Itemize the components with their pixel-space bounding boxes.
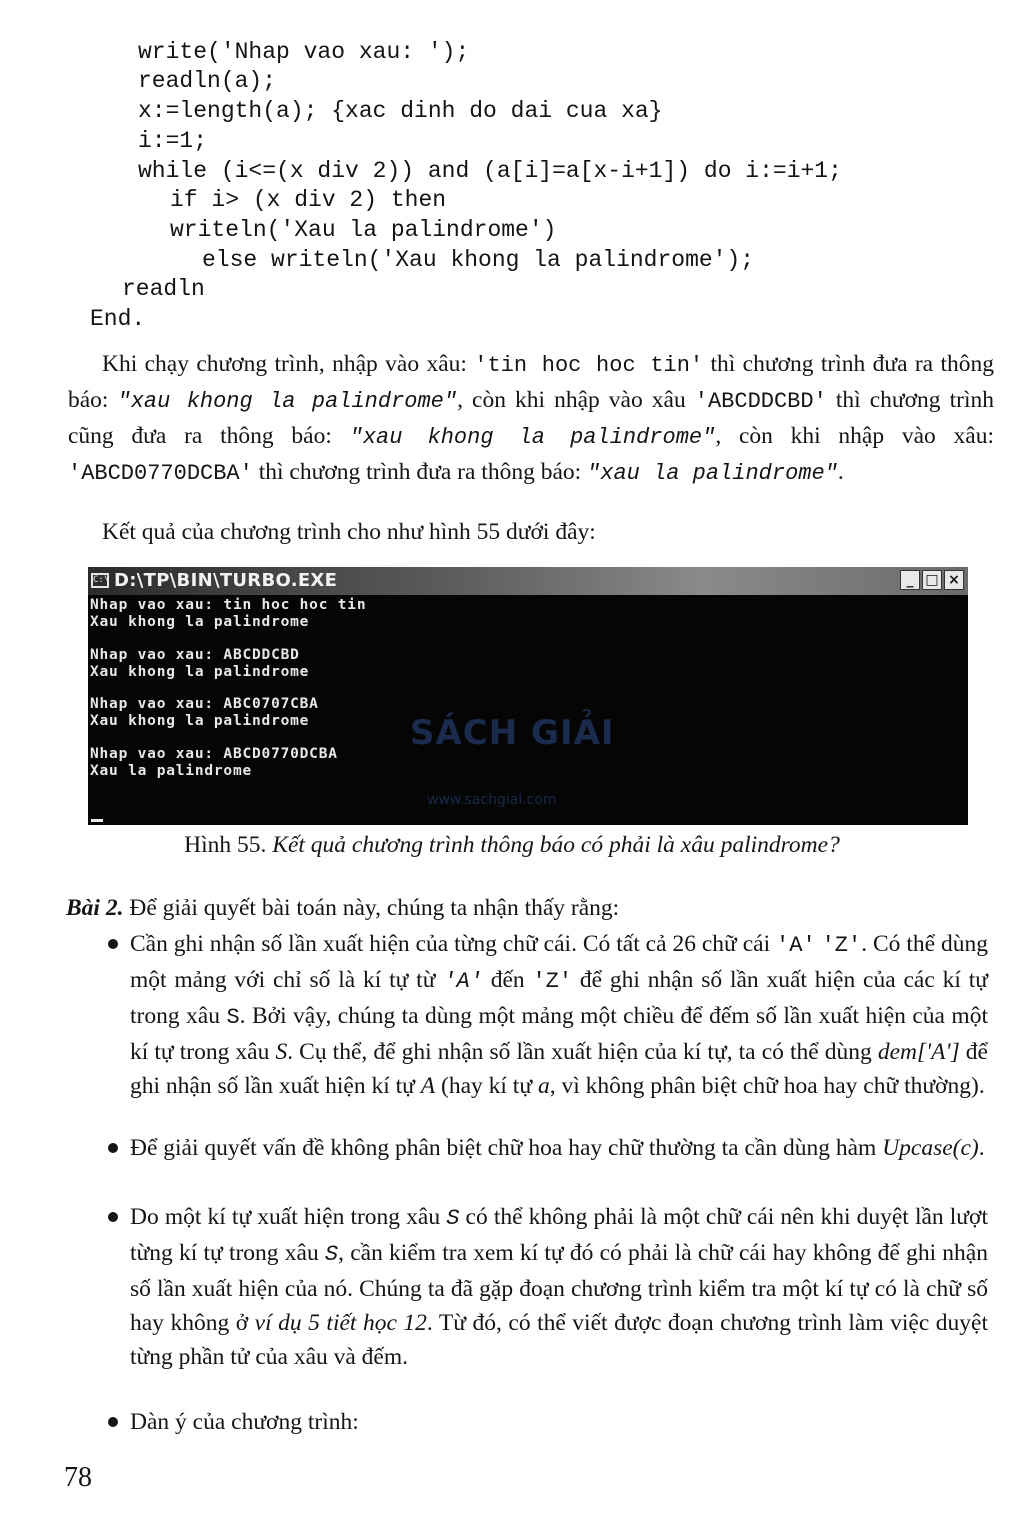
italic-term: S	[275, 1039, 288, 1065]
bullet-dot	[108, 1212, 118, 1222]
caption-label: Hình 55.	[184, 832, 273, 858]
page-number: 78	[64, 1462, 92, 1493]
watermark-url: www.sachgiai.com	[427, 792, 557, 808]
text: Để giải quyết vấn đề không phân biệt chữ hoa hay chữ thường ta cần dùng hàm	[130, 1135, 883, 1161]
text: , còn khi nhập vào xâu:	[715, 423, 995, 449]
console-line: Nhap vao xau: ABCD0770DCBA	[90, 746, 338, 762]
input-string: 'tin hoc hoc tin'	[474, 353, 704, 378]
watermark-logo: SÁCH GIẢI	[410, 713, 615, 753]
code-char: 'Z'	[821, 933, 862, 958]
input-string: 'ABCDDCBD'	[694, 389, 827, 414]
console-line: Xau la palindrome	[90, 763, 253, 779]
bullet-dot	[108, 1143, 118, 1153]
exercise-heading	[66, 891, 619, 925]
console-app-icon: C:\	[91, 573, 109, 588]
code-line: else writeln('Xau khong la palindrome');	[202, 247, 755, 273]
text: . Từ đó, có thể viết được đoạn chương trình làm việc duyệt từng phần tử của xâu và đếm.	[130, 1310, 989, 1370]
text: . Cụ thể, để ghi nhận số lần xuất hiện của kí tự, ta có thể dùng	[287, 1039, 878, 1065]
text: , vì không phân biệt chữ hoa hay chữ thường).	[549, 1073, 985, 1099]
console-line: Xau khong la palindrome	[90, 664, 310, 680]
output-message: "xau khong la palindrome"	[349, 425, 716, 450]
code-line: write('Nhap vao xau: ');	[138, 39, 470, 65]
console-line: Nhap vao xau: ABC0707CBA	[90, 696, 319, 712]
italic-term: A	[420, 1073, 436, 1099]
bullet-upcase	[130, 1131, 988, 1165]
text: (hay kí tự	[435, 1073, 538, 1099]
text: , còn khi nhập vào xâu	[457, 387, 695, 413]
bullet-dot	[108, 939, 118, 949]
input-string: 'ABCD0770DCBA'	[68, 461, 253, 486]
bullet-check-letter	[130, 1200, 988, 1374]
text: Do một kí tự xuất hiện trong xâu	[130, 1204, 447, 1230]
bullet-outline: Dàn ý của chương trình:	[130, 1409, 359, 1435]
code-char: S	[324, 1242, 339, 1267]
paragraph-run-result	[68, 347, 994, 491]
code-line: readln	[122, 276, 205, 302]
console-line: Nhap vao xau: tin hoc hoc tin	[90, 597, 367, 613]
code-char: 'A'	[443, 969, 483, 994]
text: để ghi nhận số lần xuất hiện của các kí tự trong xâu	[130, 967, 988, 1029]
code-line: End.	[90, 306, 146, 332]
code-line: if i> (x div 2) then	[170, 187, 447, 213]
bullet-count-letters	[130, 927, 988, 1103]
italic-term: Upcase(c)	[882, 1135, 979, 1161]
text: thì chương trình đưa ra thông báo:	[252, 459, 588, 485]
console-line: Nhap vao xau: ABCDDCBD	[90, 647, 300, 663]
code-char: 'Z'	[532, 969, 573, 994]
exercise-label: Bài 2.	[66, 895, 124, 921]
code-char: S	[446, 1206, 460, 1231]
console-cursor	[91, 819, 103, 822]
text: Khi chạy chương trình, nhập vào xâu:	[102, 351, 475, 377]
text: .	[978, 1135, 985, 1161]
italic-term: dem['A']	[877, 1039, 960, 1065]
code-line: i:=1;	[138, 128, 208, 154]
code-line: writeln('Xau la palindrome')	[170, 217, 557, 243]
paragraph-figure-intro: Kết quả của chương trình cho như hình 55 dưới đây:	[102, 519, 596, 545]
text: . Có thể dùng một mảng với chỉ số là kí tự từ	[130, 931, 989, 993]
console-title: D:\TP\BIN\TURBO.EXE	[114, 570, 338, 591]
maximize-button[interactable]: □	[922, 570, 942, 590]
output-message: "xau khong la palindrome"	[117, 389, 458, 414]
console-line: Xau khong la palindrome	[90, 713, 310, 729]
text: .	[837, 459, 844, 485]
text: Cần ghi nhận số lần xuất hiện của từng chữ cái. Có tất cả 26 chữ cái	[130, 931, 777, 957]
text: thì chương trình cũng đưa ra thông báo:	[68, 387, 994, 449]
close-button[interactable]: ×	[944, 570, 964, 590]
italic-term: a	[537, 1073, 550, 1099]
text: đến	[482, 967, 533, 993]
minimize-button[interactable]: _	[900, 570, 920, 590]
text: . Bởi vậy, chúng ta dùng một mảng một chiều để đếm số lần xuất hiện của một kí tự trong xâu	[130, 1003, 988, 1065]
text: thì chương trình đưa ra thông báo:	[68, 351, 994, 413]
code-char: S	[226, 1005, 240, 1030]
text: , cần kiểm tra xem kí tự đó có phải là chữ cái hay không để ghi nhận số lần xuất hiện của nó. Chúng ta đã gặp đoạn chương trình kiểm tra một kí tự có là chữ số hay không ở	[130, 1240, 988, 1336]
code-line: x:=length(a); {xac dinh do dai cua xa}	[138, 98, 663, 124]
code-line: while (i<=(x div 2)) and (a[i]=a[x-i+1]) do i:=i+1;	[138, 158, 842, 184]
console-titlebar	[88, 567, 968, 595]
code-char: 'A'	[776, 933, 816, 958]
output-message: "xau la palindrome"	[587, 461, 838, 486]
console-window	[88, 567, 968, 825]
figure-caption	[0, 828, 1024, 862]
exercise-intro: Để giải quyết bài toán này, chúng ta nhận thấy rằng:	[123, 895, 620, 921]
code-line: readln(a);	[138, 68, 277, 94]
text: có thể không phải là một chữ cái nên khi duyệt lần lượt từng kí tự trong xâu	[130, 1204, 988, 1266]
console-line: Xau khong la palindrome	[90, 614, 310, 630]
text: để ghi nhận số lần xuất hiện kí tự	[130, 1039, 988, 1099]
italic-term: ví dụ 5 tiết học 12	[254, 1310, 427, 1336]
bullet-dot	[108, 1417, 118, 1427]
caption-text: Kết quả chương trình thông báo có phải là xâu palindrome?	[272, 832, 840, 858]
